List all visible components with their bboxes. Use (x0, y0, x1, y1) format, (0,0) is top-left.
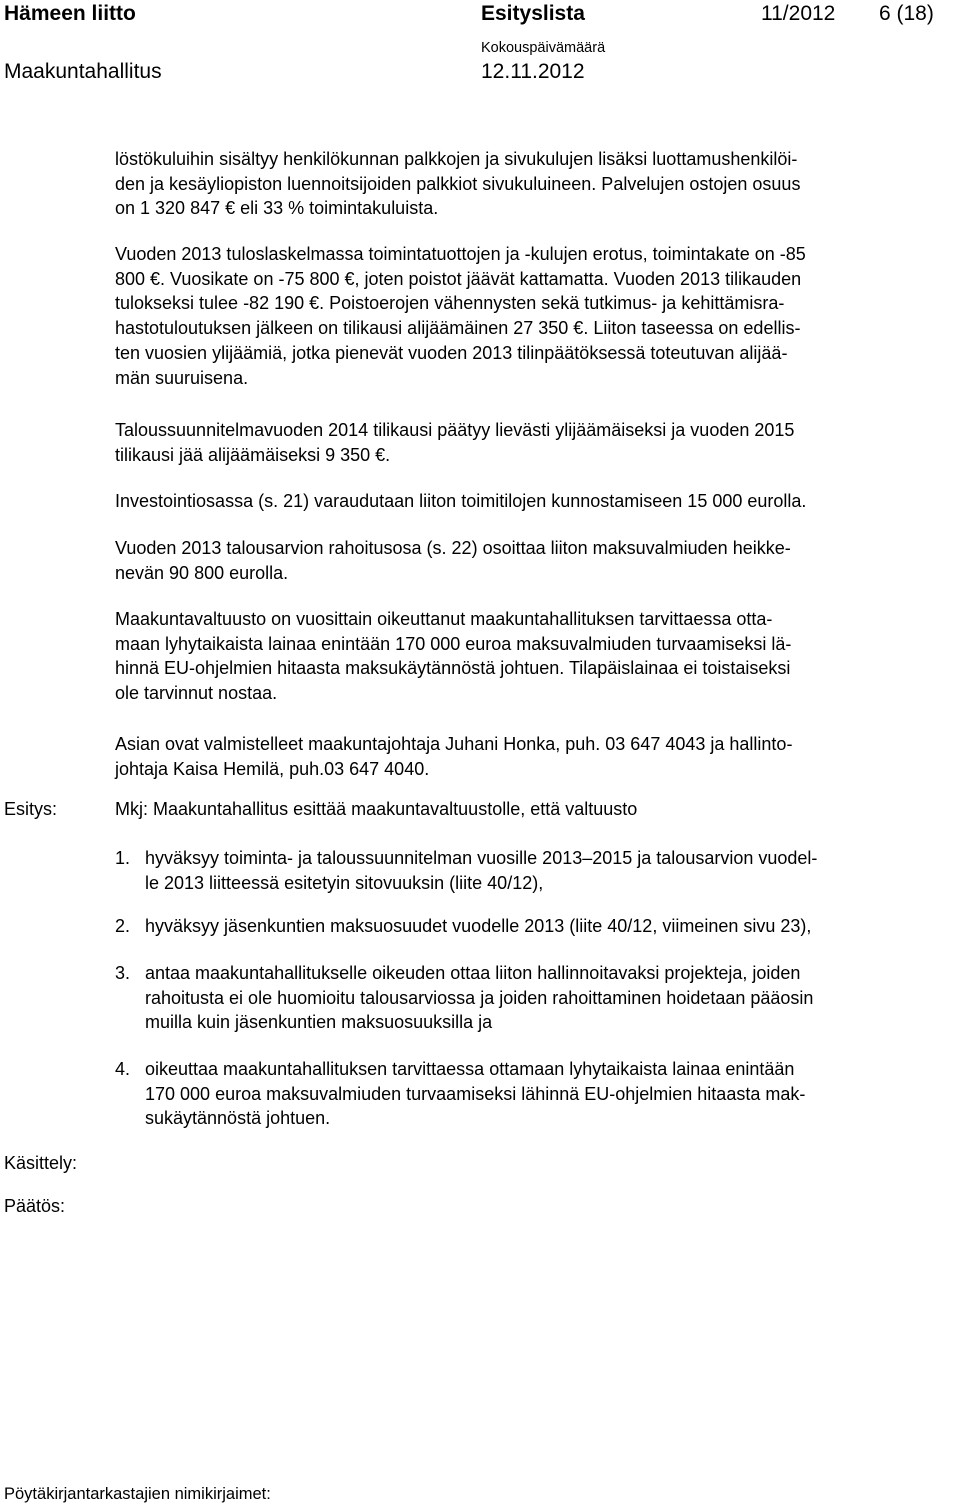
list-item-text: oikeuttaa maakuntahallituksen tarvittaessa ottamaan lyhytaikaista lainaa enintään 170 000 euroa maksuvalmiuden turvaamiseksi lähinnä EU-ohjelmien hitaasta mak- sukäytännöstä johtuen. (145, 1059, 806, 1129)
document-type: Esityslista (481, 2, 585, 25)
paragraph-text: Taloussuunnitelmavuoden 2014 tilikausi päätyy lievästi ylijäämäiseksi ja vuoden 2015 tilikausi jää alijäämäiseksi 9 350 €. (115, 420, 795, 465)
org-name: Hämeen liitto (4, 2, 136, 25)
paragraph-text: löstökuluihin sisältyy henkilökunnan palkkojen ja sivukulujen lisäksi luottamushenkilöi- den ja kesäyliopiston luennoitsijoiden palkkiot sivukuluineen. Palvelujen ostojen osuus on 1 320 847 € eli 33 % toimintakuluista. (115, 149, 801, 219)
list-item-number: 4. (115, 1059, 131, 1079)
page-number: 6 (18) (879, 2, 934, 25)
body-name: Maakuntahallitus (4, 60, 162, 83)
meeting-date: 12.11.2012 (481, 60, 585, 83)
paragraph-4 (115, 489, 953, 514)
kasittely-label: Käsittely: (4, 1153, 78, 1173)
paragraph-text: Asian ovat valmistelleet maakuntajohtaja Juhani Honka, puh. 03 647 4043 ja hallinto- johtaja Kaisa Hemilä, puh.03 647 4040. (115, 734, 793, 779)
list-item (115, 961, 953, 1035)
esitys-intro-text: Mkj: Maakuntahallitus esittää maakuntavaltuustolle, että valtuusto (115, 799, 638, 819)
paragraph-2 (115, 242, 953, 390)
list-item-text: antaa maakuntahallitukselle oikeuden ottaa liiton hallinnoitavaksi projekteja, joiden rahoitusta ei ole huomioitu talousarviossa ja joiden rahoittaminen hoidetaan pääosin muilla kuin jäsenkuntien maksuosuuksilla ja (145, 963, 814, 1033)
list-item-number: 2. (115, 916, 131, 936)
list-item-number: 3. (115, 963, 131, 983)
paatos-label: Päätös: (4, 1196, 66, 1216)
paragraph-text: Vuoden 2013 talousarvion rahoitusosa (s. 22) osoittaa liiton maksuvalmiuden heikke- nevän 90 800 eurolla. (115, 538, 791, 583)
paragraph-3 (115, 418, 953, 467)
paragraph-1 (115, 147, 953, 221)
paragraph-text: Investointiosassa (s. 21) varaudutaan liiton toimitilojen kunnostamiseen 15 000 eurolla. (115, 491, 807, 511)
esitys-intro (115, 797, 953, 822)
list-item (115, 846, 953, 895)
document-number: 11/2012 (761, 2, 836, 25)
list-item (115, 914, 953, 939)
paragraph-text: Vuoden 2013 tuloslaskelmassa toimintatuottojen ja -kulujen erotus, toimintakate on -85 800 €. Vuosikate on -75 800 €, joten poistot jäävät kattamatta. Vuoden 2013 tilikauden tulokseksi tulee -82 190 €. Poistoerojen vähennysten sekä tutkimus- ja kehittämisra- hastotuloutuksen jälkeen on tilikausi alijäämäinen 27 350 €. Liiton taseessa on edellis- ten vuosien ylijäämiä, jotka pienevät vuoden 2013 tilinpäätöksessä toteutuvan alijää- män suuruisena. (115, 244, 806, 388)
paragraph-7 (115, 732, 953, 781)
list-item-text: hyväksyy toiminta- ja taloussuunnitelman vuosille 2013–2015 ja talousarvion vuodel- le 2013 liitteessä esitetyin sitovuuksin (liite 40/12), (145, 848, 818, 893)
paragraph-text: Maakuntavaltuusto on vuosittain oikeuttanut maakuntahallituksen tarvittaessa otta- maan lyhytaikaista lainaa enintään 170 000 euroa maksuvalmiuden turvaamiseksi lä- hinnä EU-ohjelmien hitaasta maksukäytännöstä johtuen. Tilapäislainaa ei toistaiseksi ole tarvinnut nostaa. (115, 609, 792, 704)
list-item (115, 1057, 953, 1131)
list-item-text: hyväksyy jäsenkuntien maksuosuudet vuodelle 2013 (liite 40/12, viimeinen sivu 23), (145, 916, 812, 936)
esitys-label: Esitys: (4, 799, 58, 819)
list-item-number: 1. (115, 848, 131, 868)
paragraph-6 (115, 607, 953, 706)
meeting-date-label: Kokouspäivämäärä (481, 40, 606, 56)
footer-initials-label: Pöytäkirjantarkastajien nimikirjaimet: (4, 1485, 271, 1503)
paragraph-5 (115, 536, 953, 585)
